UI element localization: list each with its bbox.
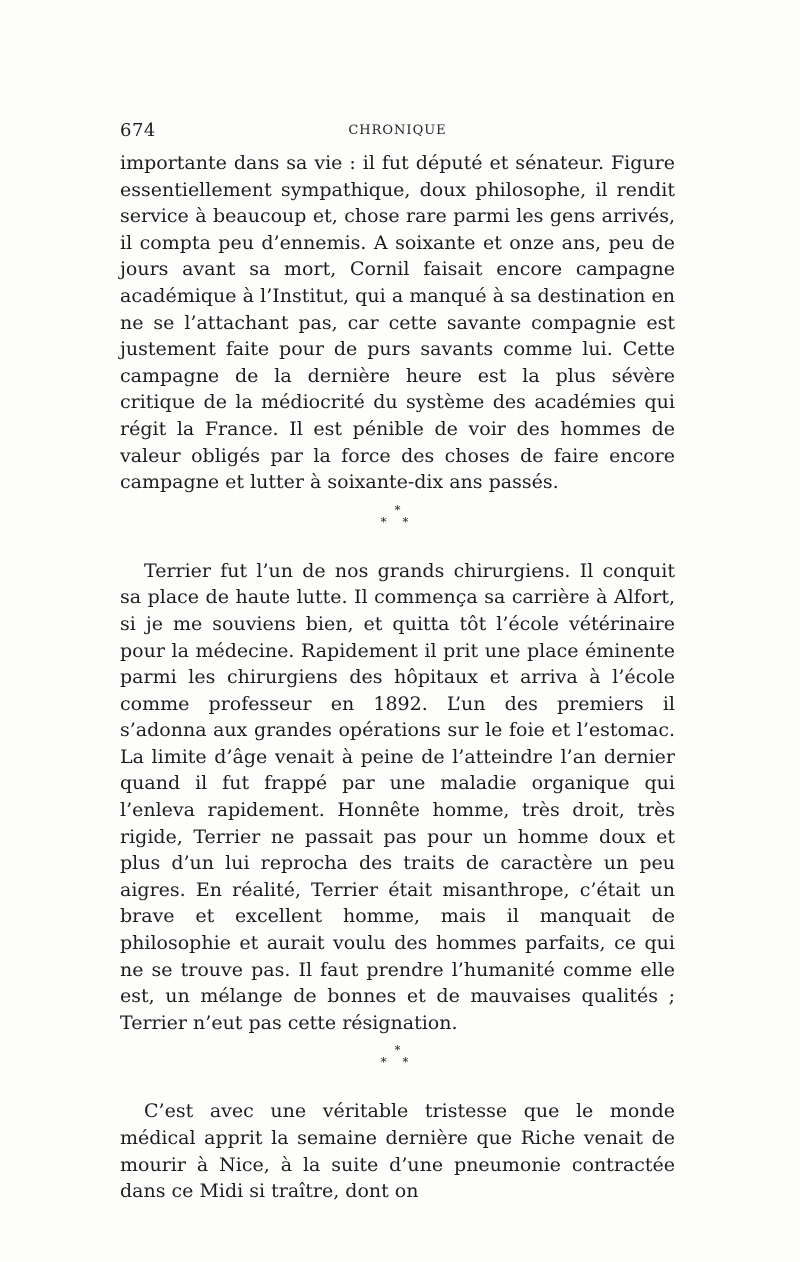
page-body: [120, 150, 675, 1205]
asterism: [120, 1044, 675, 1068]
page-header: [120, 120, 675, 150]
asterism-bottom: * *: [380, 514, 415, 529]
asterism-top: *: [394, 502, 401, 517]
paragraph-riche: C’est avec une véritable tristesse que le monde médical apprit la semaine dernière que Riche venait de mourir à Nice, à la suite d’une pneumonie contractée dans ce Midi si traître, dont on: [120, 1100, 675, 1203]
section-separator: [120, 1036, 675, 1098]
paragraph-terrier: Terrier fut l’un de nos grands chirurgiens. Il conquit sa place de haute lutte. Il commença sa carrière à Alfort, si je me souviens bien, et quitta tôt l’école vétérinaire pour la médecine. Rapidement il prit une place éminente parmi les chirurgiens des hôpitaux et arriva à l’école comme professeur en 1892. L’un des premiers il s’adonna aux grandes opérations sur le foie et l’estomac. La limite d’âge venait à peine de l’atteindre l’an dernier quand il fut frappé par une maladie organique qui l’enleva rapidement. Honnête homme, très droit, très rigide, Terrier ne passait pas pour un homme doux et plus d’un lui reprocha des traits de caractère un peu aigres. En réalité, Terrier était misanthrope, c’était un brave et excellent homme, mais il manquait de philosophie et aurait voulu des hommes parfaits, ce qui ne se trouve pas. Il faut prendre l’humanité comme elle est, un mélange de bonnes et de mauvaises qualités ; Terrier n’eut pas cette résignation.: [120, 559, 675, 1034]
asterism-top: *: [394, 1043, 401, 1058]
asterism: [120, 504, 675, 528]
asterism-bottom: * *: [380, 1055, 415, 1070]
page-number: 674: [120, 120, 156, 141]
section-separator: [120, 496, 675, 558]
running-head: CHRONIQUE: [348, 123, 447, 138]
paragraph-cornil: importante dans sa vie : il fut député et sénateur. Figure essentiellement sympathique, doux philosophe, il rendit service à beaucoup et, chose rare parmi les gens arrivés, il compta peu d’ennemis. A soixante et onze ans, peu de jours avant sa mort, Cornil faisait encore campagne académique à l’Institut, qui a manqué à sa destination en ne se l’attachant pas, car cette savante compagnie est justement faite pour de purs savants comme lui. Cette campagne de la dernière heure est la plus sévère critique de la médiocrité du système des académies qui régit la France. Il est pénible de voir des hommes de valeur obligés par la force des choses de faire encore campagne et lutter à soixante-dix ans passés.: [120, 152, 675, 494]
